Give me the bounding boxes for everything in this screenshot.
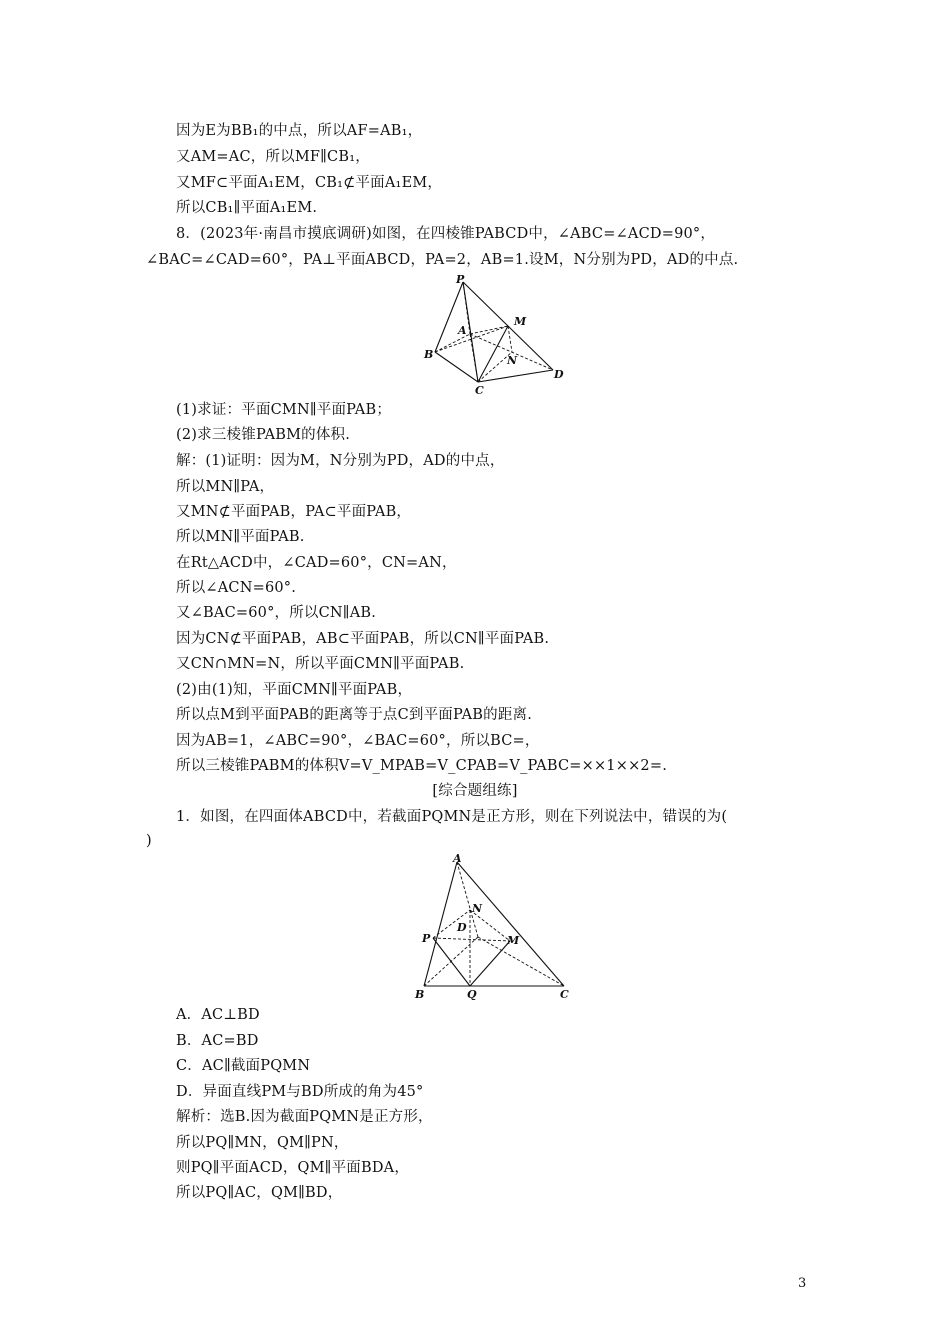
text-line: 又∠BAC=60°，所以CN∥AB. (176, 605, 377, 621)
text-line: 又AM=AC，所以MF∥CB₁， (176, 149, 370, 165)
text-line: 所以∠ACN=60°. (176, 580, 297, 596)
text-line: 所以MN∥平面PAB. (176, 529, 305, 545)
text-line: 则PQ∥平面ACD，QM∥平面BDA， (176, 1160, 410, 1176)
option-c: C．AC∥截面PQMN (176, 1058, 311, 1074)
section-title: [综合题组练] (432, 783, 518, 799)
text-line: 所以三棱锥PABM的体积V=V_MPAB=V_CPAB=V_PABC=××1××2=. (176, 758, 668, 774)
text-line: 因为E为BB₁的中点，所以AF=AB₁， (176, 123, 423, 139)
pyramid-figure (415, 272, 575, 397)
text-line: 又MF⊂平面A₁EM，CB₁⊄平面A₁EM， (176, 175, 443, 191)
text-line: (2)求三棱锥PABM的体积. (176, 427, 351, 443)
text-line: 解析：选B.因为截面PQMN是正方形， (176, 1109, 433, 1125)
label-A: A (453, 852, 462, 865)
label-N: N (472, 902, 483, 915)
page-number: 3 (798, 1276, 807, 1291)
label-Q: Q (467, 988, 477, 1000)
label-M: M (514, 315, 527, 328)
text-line: 因为AB=1，∠ABC=90°，∠BAC=60°，所以BC=， (176, 733, 540, 749)
option-d: D．异面直线PM与BD所成的角为45° (176, 1084, 424, 1100)
text-line: 所以CB₁∥平面A₁EM. (176, 200, 318, 216)
text-line: 所以MN∥PA， (176, 479, 275, 495)
option-b: B．AC=BD (176, 1033, 259, 1049)
problem-1-line-1: 1．如图，在四面体ABCD中，若截面PQMN是正方形，则在下列说法中，错误的为( (176, 809, 728, 825)
label-B: B (424, 348, 434, 361)
label-P: P (456, 273, 465, 286)
text-line: 所以PQ∥MN，QM∥PN， (176, 1135, 349, 1151)
text-line: (1)求证：平面CMN∥平面PAB； (176, 402, 392, 418)
text-line: 又CN∩MN=N，所以平面CMN∥平面PAB. (176, 656, 465, 672)
text-line: (2)由(1)知，平面CMN∥平面PAB， (176, 682, 413, 698)
label-A: A (458, 324, 467, 337)
text-line: 又MN⊄平面PAB，PA⊂平面PAB， (176, 504, 412, 520)
text-line: 解：(1)证明：因为M，N分别为PD，AD的中点， (176, 453, 505, 469)
problem-8-line-1: 8．(2023年·南昌市摸底调研)如图，在四棱锥PABCD中，∠ABC=∠ACD=90°， (176, 226, 716, 242)
text-line: 因为CN⊄平面PAB，AB⊂平面PAB，所以CN∥平面PAB. (176, 631, 550, 647)
option-a: A．AC⊥BD (176, 1007, 260, 1023)
label-D: D (457, 921, 467, 934)
tetrahedron-figure (410, 852, 580, 1000)
text-line: 所以点M到平面PAB的距离等于点C到平面PAB的距离. (176, 707, 533, 723)
problem-1-line-2: ) (146, 833, 152, 849)
label-N: N (507, 354, 518, 367)
text-line: 所以PQ∥AC，QM∥BD， (176, 1185, 343, 1201)
problem-8-line-2: ∠BAC=∠CAD=60°，PA⊥平面ABCD，PA=2，AB=1.设M，N分别为PD，AD的中点. (146, 252, 739, 268)
label-C: C (475, 384, 484, 397)
label-B: B (415, 988, 425, 1000)
label-M: M (507, 934, 520, 947)
label-C: C (560, 988, 569, 1000)
label-P: P (422, 932, 431, 945)
label-D: D (554, 368, 564, 381)
text-line: 在Rt△ACD中，∠CAD=60°，CN=AN， (176, 555, 457, 571)
